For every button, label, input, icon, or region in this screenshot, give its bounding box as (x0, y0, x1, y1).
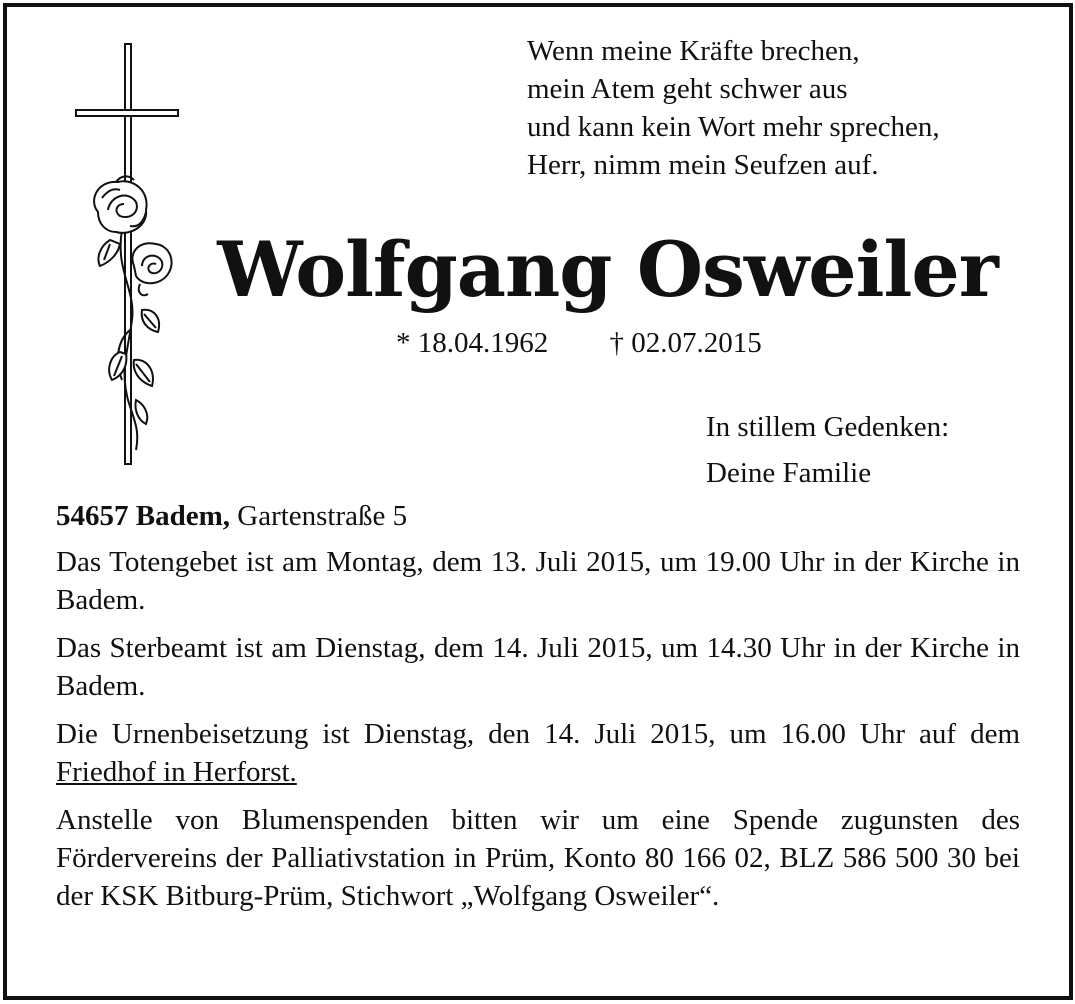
memorial-line: In stillem Gedenken: (706, 411, 950, 443)
poem (527, 32, 1047, 184)
family-signature: Deine Familie (706, 457, 872, 489)
prayer-paragraph: Das Totengebet ist am Montag, dem 13. Juli 2015, um 19.00 Uhr in der Kirche in Badem. (56, 546, 1020, 616)
urn-burial-text: Die Urnenbeisetzung ist Dienstag, den 14. Juli 2015, um 16.00 Uhr auf dem (56, 718, 1020, 750)
address-town: 54657 Badem, (56, 500, 230, 532)
memorial-signature (706, 404, 949, 496)
requiem-paragraph: Das Sterbeamt ist am Dienstag, dem 14. Juli 2015, um 14.30 Uhr in der Kirche in Badem. (56, 632, 1020, 702)
urn-burial-paragraph (56, 715, 1020, 791)
life-dates (396, 327, 762, 360)
poem-line: Wenn meine Kräfte brechen, (527, 35, 860, 67)
poem-line: Herr, nimm mein Seufzen auf. (527, 149, 879, 181)
donation-paragraph: Anstelle von Blumenspenden bitten wir um eine Spende zugunsten des Fördervereins der Palliativstation in Prüm, Konto 80 166 02, BLZ 586 500 30 bei der KSK Bitburg-Prüm, Stichwort „Wolfgang Osweiler“. (56, 804, 1020, 912)
birth-date: * 18.04.1962 (396, 327, 549, 359)
poem-line: mein Atem geht schwer aus (527, 73, 848, 105)
deceased-name: Wolfgang Osweiler (217, 225, 998, 314)
cemetery-name: Friedhof in Herforst. (56, 756, 297, 788)
poem-line: und kann kein Wort mehr sprechen, (527, 111, 940, 143)
address-street: Gartenstraße 5 (230, 500, 408, 532)
death-date: † 02.07.2015 (609, 327, 762, 359)
address (56, 497, 1020, 535)
announcement-body (56, 497, 1020, 925)
